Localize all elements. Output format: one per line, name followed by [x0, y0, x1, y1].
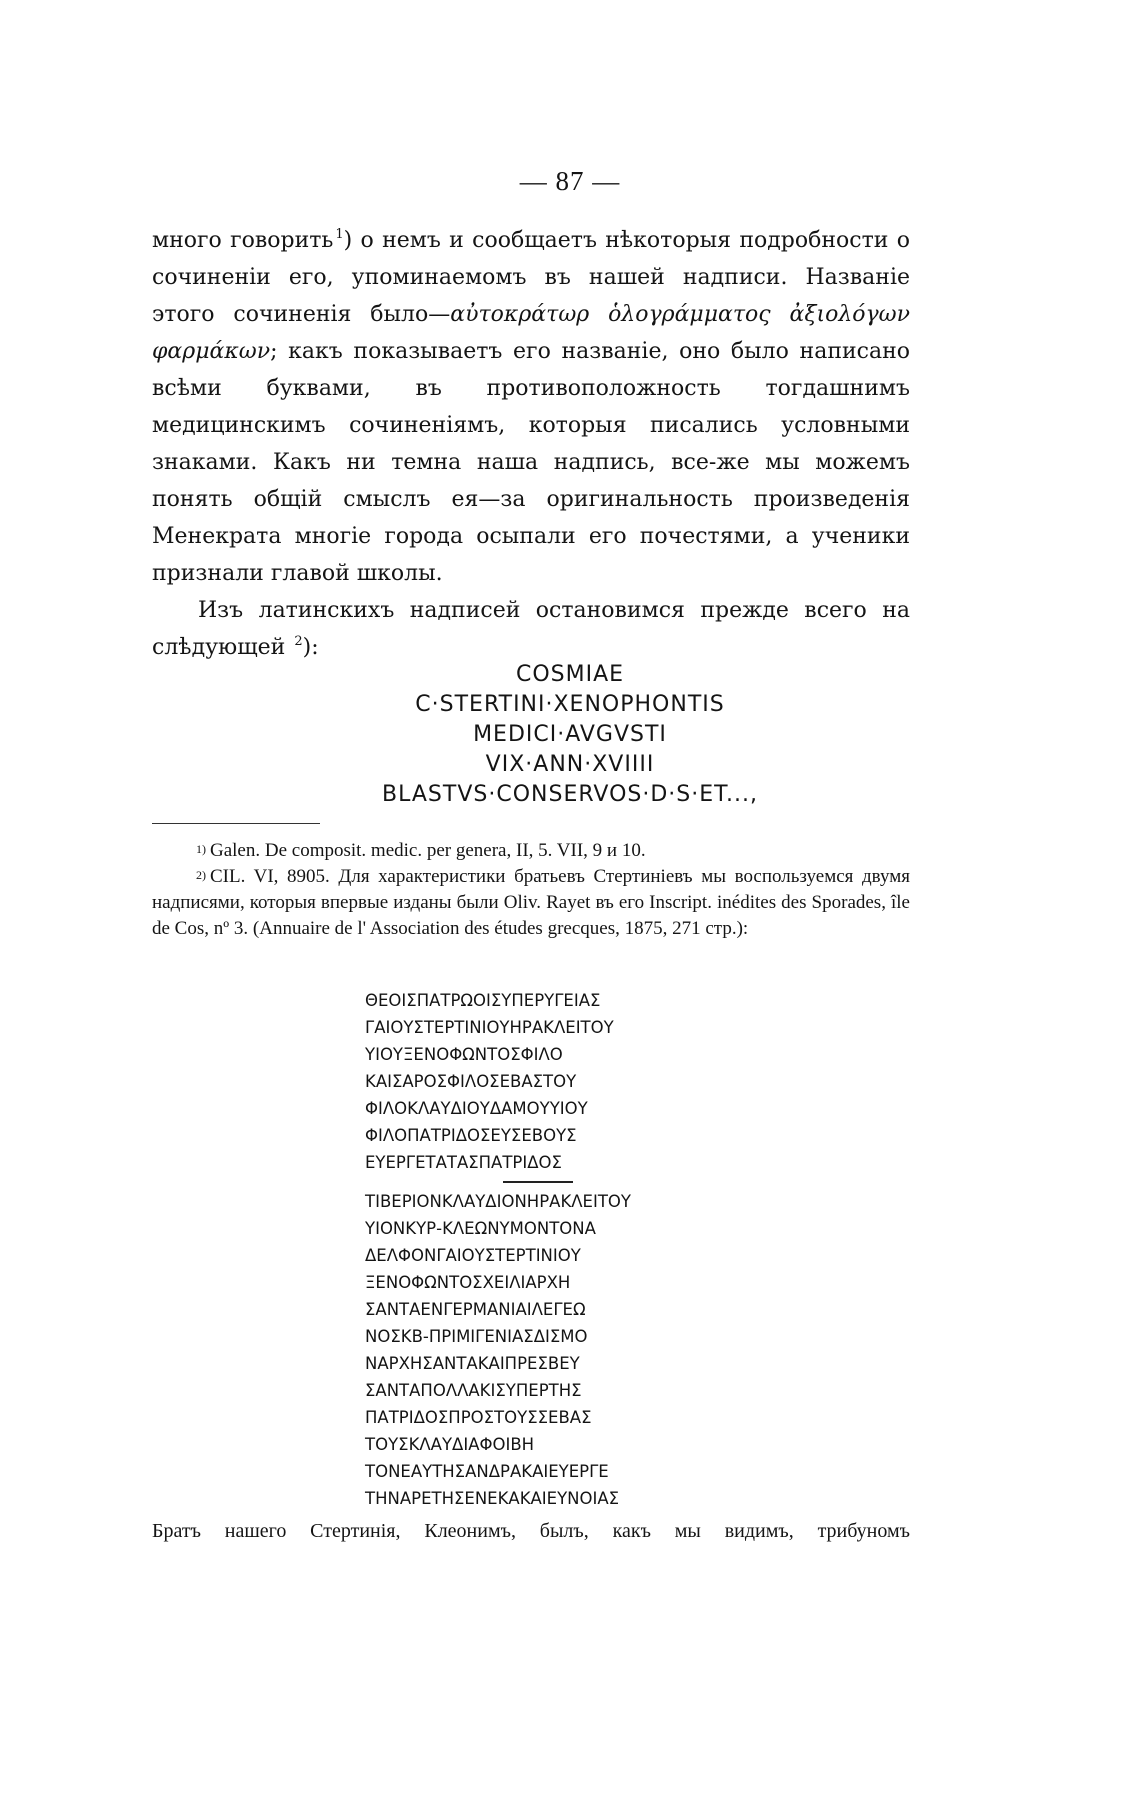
greek-inscription-line: ΝΑΡΧΗΣΑΝΤΑΚΑΙΠΡΕΣΒΕΥ	[365, 1354, 580, 1373]
latin-inscription-line: COSMIAE	[515, 662, 625, 687]
footnote-divider	[152, 823, 320, 824]
latin-inscription	[0, 660, 1140, 810]
latin-inscription-line: VIX·ANN·XVIIII	[485, 752, 655, 777]
latin-inscription-line: C·STERTINI·XENOPHONTIS	[415, 692, 725, 717]
main-text	[152, 222, 910, 666]
greek-inscription-line: ΓΑΙΟΥΣΤΕΡΤΙΝΙΟΥΗΡΑΚΛΕΙΤΟΥ	[365, 1018, 614, 1037]
greek-inscription-line: ΞΕΝΟΦΩΝΤΟΣΧΕΙΛΙΑΡΧΗ	[365, 1273, 571, 1292]
paragraph-2	[152, 592, 910, 666]
latin-inscription-line: BLASTVS·CONSERVOS·D·S·ET...,	[382, 782, 758, 807]
footnote-text: Galen. De composit. medic. per genera, II, 5. VII, 9 и 10.	[210, 840, 646, 861]
paragraph-2-end: ):	[302, 635, 319, 660]
paragraph-1-middle: ) о немъ и сообщаетъ нѣкоторыя подробности о сочиненіи его, упоминаемомъ въ нашей надписи. Названіе этого сочиненія было—	[152, 228, 910, 327]
footnote-ref-1: 1	[335, 227, 344, 242]
paragraph-1-start: много говорить	[152, 228, 334, 253]
paragraph-2-text: Изъ латинскихъ надписей остановимся прежде всего на слѣдующей	[152, 598, 910, 660]
greek-title: αὐτοκράτωρ ὁλογράμματος ἀξιολόγων φαρμάκων	[152, 302, 910, 364]
footnotes	[152, 838, 910, 942]
page-number: — 87 —	[519, 166, 621, 196]
footnote-1	[152, 838, 910, 864]
paragraph-1	[152, 222, 910, 592]
greek-inscription-line: ΤΙΒΕΡΙΟΝΚΛΑΥΔΙΟΝΗΡΑΚΛΕΙΤΟΥ	[365, 1192, 631, 1211]
greek-inscription-line: ΕΥΕΡΓΕΤΑΤΑΣΠΑΤΡΙΔΟΣ	[365, 1153, 562, 1172]
footnote-2	[152, 864, 910, 942]
footnote-ref-2: 2	[294, 634, 303, 649]
greek-inscription-line: ΤΟΥΣΚΛΑΥΔΙΑΦΟΙΒΗ	[365, 1435, 535, 1454]
latin-inscription-line: MEDICI·AVGVSTI	[473, 722, 667, 747]
footnote-text: CIL. VI, 8905. Для характеристики братьевъ Стертиніевъ мы воспользуемся двумя надписями, которыя впервые изданы были Oliv. Rayet въ его Inscript. inédites des Sporades, île de Cos, nº 3. (Annuaire de l' Association des études grecques, 1875, 271 стр.):	[152, 866, 910, 939]
greek-inscription-line: ΤΟΝΕΑΥΤΗΣΑΝΔΡΑΚΑΙΕΥΕΡΓΕ	[365, 1462, 609, 1481]
greek-inscription-line: ΦΙΛΟΚΛΑΥΔΙΟΥΔΑΜΟΥΥΙΟΥ	[365, 1099, 588, 1118]
greek-inscription-line: ΥΙΟΝΚΥΡ-ΚΛΕΩΝΥΜΟΝΤΟΝΑ	[365, 1219, 596, 1238]
greek-inscription-line: ΣΑΝΤΑΕΝΓΕΡΜΑΝΙΑΙΛΕΓΕΩ	[365, 1300, 586, 1319]
paragraph-1-end: ; какъ показываетъ его названіе, оно было написано всѣми буквами, въ противоположность тогдашнимъ медицинскимъ сочиненіямъ, которыя писались условными знаками. Какъ ни темна наша надпись, все-же мы можемъ понять общій смыслъ ея—за оригинальность произведенія Менекрата многіе города осыпали его почестями, а ученики признали главой школы.	[152, 339, 910, 586]
greek-inscription-line: ΘΕΟΙΣΠΑΤΡΩΟΙΣΥΠΕΡΥΓΕΙΑΣ	[365, 991, 601, 1010]
greek-inscription-line: ΠΑΤΡΙΔΟΣΠΡΟΣΤΟΥΣΣΕΒΑΣ	[365, 1408, 592, 1427]
greek-inscription-line: ΝΟΣΚΒ-ΠΡΙΜΙΓΕΝΙΑΣΔΙΣΜΟ	[365, 1327, 588, 1346]
greek-inscription-line: ΥΙΟΥΞΕΝΟΦΩΝΤΟΣΦΙΛΟ	[365, 1045, 563, 1064]
greek-inscription-line: ΣΑΝΤΑΠΟΛΛΑΚΙΣΥΠΕΡΤΗΣ	[365, 1381, 582, 1400]
footnote-mark: 2)	[196, 868, 206, 882]
inscription-separator	[503, 1181, 573, 1183]
greek-inscription-line: ΦΙΛΟΠΑΤΡΙΔΟΣΕΥΣΕΒΟΥΣ	[365, 1126, 577, 1145]
greek-inscription-line: ΚΑΙΣΑΡΟΣΦΙΛΟΣΕΒΑΣΤΟΥ	[365, 1072, 577, 1091]
greek-inscription	[365, 987, 925, 1512]
footnote-mark: 1)	[196, 842, 206, 856]
greek-inscription-line: ΤΗΝΑΡΕΤΗΣΕΝΕΚΑΚΑΙΕΥΝΟΙΑΣ	[365, 1489, 620, 1508]
closing-line: Братъ нашего Стертинія, Клеонимъ, былъ, какъ мы видимъ, трибуномъ	[152, 1520, 910, 1542]
greek-inscription-line: ΔΕΛΦΟΝΓΑΙΟΥΣΤΕΡΤΙΝΙΟΥ	[365, 1246, 581, 1265]
